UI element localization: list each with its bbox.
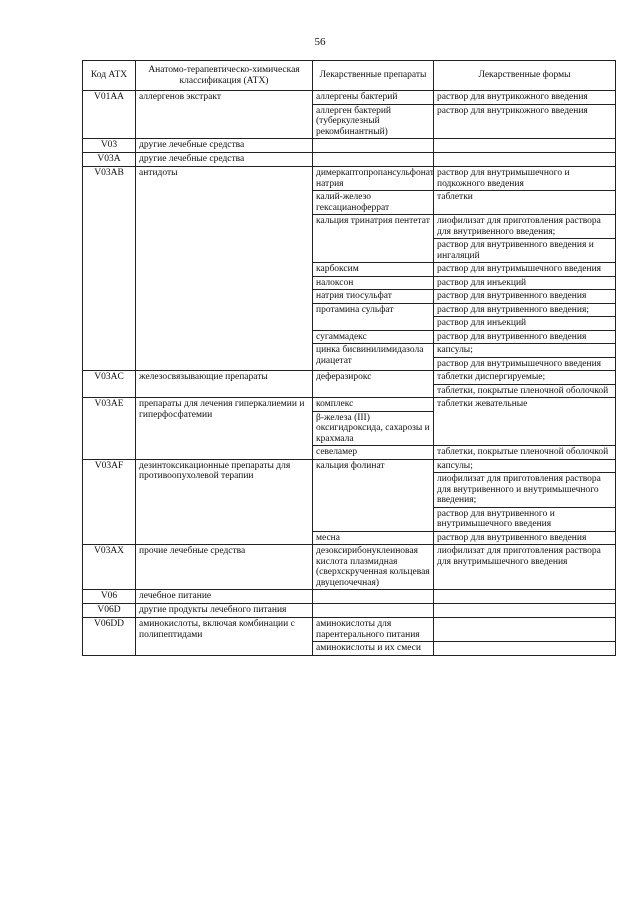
drug-name: аллергены бактерий (313, 91, 434, 105)
table-row (83, 590, 616, 604)
atx-classification: прочие лечебные средства (136, 545, 313, 590)
drug-name: калий-железо гексацианоферрат (313, 191, 434, 215)
atx-code: V01AA (83, 91, 136, 139)
drug-name: карбоксим (313, 263, 434, 277)
atx-code: V03AE (83, 398, 136, 460)
table-row (83, 604, 616, 618)
table-row (83, 618, 616, 642)
drug-name: цинка бисвинилимидазола диацетат (313, 344, 434, 371)
drug-name (313, 153, 434, 167)
drug-name: деферазирокс (313, 371, 434, 398)
atx-classification: аллергенов экстракт (136, 91, 313, 139)
atx-classification: другие продукты лечебного питания (136, 604, 313, 618)
atx-code: V06D (83, 604, 136, 618)
dosage-form: раствор для внутрикожного введения (434, 104, 616, 139)
drug-name (313, 590, 434, 604)
atx-classification: препараты для лечения гиперкалиемии и гиперфосфатемии (136, 398, 313, 460)
drug-name: β-железа (III) оксигидроксида, сахарозы и крахмала (313, 411, 434, 446)
table-row (83, 139, 616, 153)
dosage-form: капсулы; (434, 344, 616, 358)
dosage-form: лиофилизат для приготовления раствора для внутривенного и внутримышечного введения; (434, 473, 616, 508)
dosage-form: раствор для инъекций (434, 276, 616, 290)
dosage-form (434, 590, 616, 604)
atx-classification: антидоты (136, 167, 313, 371)
drug-name: кальция фолинат (313, 459, 434, 531)
atx-code: V03AX (83, 545, 136, 590)
drug-name (313, 604, 434, 618)
page-number: 56 (314, 36, 326, 48)
dosage-form (434, 618, 616, 642)
dosage-form: капсулы; (434, 459, 616, 473)
drug-name: аминокислоты для парентерального питания (313, 618, 434, 642)
atx-classification: другие лечебные средства (136, 139, 313, 153)
table-row (83, 459, 616, 473)
drug-name: аллерген бактерий (туберкулезный рекомбинантный) (313, 104, 434, 139)
table-row (83, 371, 616, 385)
dosage-form: раствор для внутривенного введения (434, 531, 616, 545)
dosage-form: раствор для инъекций (434, 317, 616, 331)
atx-code: V06 (83, 590, 136, 604)
drug-name (313, 139, 434, 153)
dosage-form: раствор для внутримышечного введения (434, 357, 616, 371)
drug-name: димеркаптопропансульфонат натрия (313, 167, 434, 191)
dosage-form: таблетки жевательные (434, 398, 616, 446)
header-drugs: Лекарственные препараты (313, 61, 434, 91)
table-row (83, 167, 616, 191)
dosage-form: раствор для внутрикожного введения (434, 91, 616, 105)
dosage-form: раствор для внутривенного введения; (434, 303, 616, 317)
drug-name: севеламер (313, 446, 434, 460)
table-row (83, 398, 616, 412)
table-row (83, 545, 616, 590)
dosage-form: лиофилизат для приготовления раствора для внутримышечного введения (434, 545, 616, 590)
drug-name: месна (313, 531, 434, 545)
header-classification: Анатомо-терапевтическо-химическая классификация (АТХ) (136, 61, 313, 91)
drug-name: аминокислоты и их смеси (313, 642, 434, 656)
header-code: Код АТХ (83, 61, 136, 91)
dosage-form (434, 604, 616, 618)
atx-classification: другие лечебные средства (136, 153, 313, 167)
dosage-form (434, 642, 616, 656)
drug-name: кальция тринатрия пентетат (313, 215, 434, 263)
atx-classification: дезинтоксикационные препараты для противоопухолевой терапии (136, 459, 313, 545)
atx-classification: лечебное питание (136, 590, 313, 604)
atx-table (82, 60, 616, 656)
drug-name: натрия тиосульфат (313, 290, 434, 304)
atx-code: V03AC (83, 371, 136, 398)
dosage-form: раствор для внутримышечного введения (434, 263, 616, 277)
dosage-form: таблетки, покрытые пленочной оболочкой (434, 384, 616, 398)
dosage-form: таблетки, покрытые пленочной оболочкой (434, 446, 616, 460)
dosage-form: таблетки диспергируемые; (434, 371, 616, 385)
atx-code: V03AF (83, 459, 136, 545)
dosage-form: раствор для внутривенного введения и ингаляций (434, 239, 616, 263)
dosage-form: раствор для внутривенного и внутримышечного введения (434, 507, 616, 531)
drug-name: сугаммадекс (313, 330, 434, 344)
atx-code: V03AB (83, 167, 136, 371)
drug-name: дезоксирибонуклеиновая кислота плазмидная (сверхскрученная кольцевая двуцепочечная) (313, 545, 434, 590)
dosage-form: таблетки (434, 191, 616, 215)
atx-code: V03A (83, 153, 136, 167)
dosage-form: раствор для внутривенного введения (434, 330, 616, 344)
atx-classification: аминокислоты, включая комбинации с полипептидами (136, 618, 313, 656)
drug-name: комплекс (313, 398, 434, 412)
table-row (83, 153, 616, 167)
atx-code: V06DD (83, 618, 136, 656)
dosage-form: раствор для внутримышечного и подкожного введения (434, 167, 616, 191)
atx-code: V03 (83, 139, 136, 153)
dosage-form (434, 153, 616, 167)
drug-name: протамина сульфат (313, 303, 434, 330)
dosage-form: раствор для внутривенного введения (434, 290, 616, 304)
header-forms: Лекарственные формы (434, 61, 616, 91)
drug-name: налоксон (313, 276, 434, 290)
dosage-form (434, 139, 616, 153)
table-row (83, 91, 616, 105)
table-header-row (83, 61, 616, 91)
dosage-form: лиофилизат для приготовления раствора для внутривенного введения; (434, 215, 616, 239)
atx-classification: железосвязывающие препараты (136, 371, 313, 398)
